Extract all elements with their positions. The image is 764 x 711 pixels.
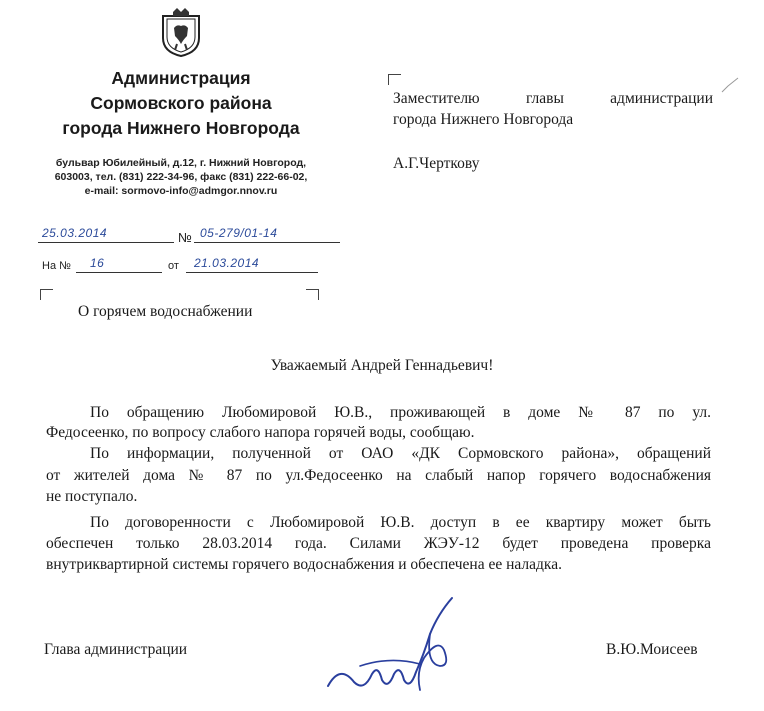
handwritten-signature [320, 594, 500, 711]
reply-date: 21.03.2014 [194, 256, 260, 270]
body-p3-line2: обеспечен только 28.03.2014 года. Силами ЖЭУ-12 будет проведена проверка [46, 535, 711, 552]
recipient-title-line2: города Нижнего Новгорода [393, 111, 574, 128]
from-label: от [168, 260, 179, 272]
org-name-line3: города Нижнего Новгорода [62, 118, 300, 138]
recipient-name: А.Г.Черткову [393, 155, 480, 172]
email-line: e-mail: sormovo-info@admgor.nnov.ru [84, 185, 278, 197]
coat-of-arms-icon [159, 6, 203, 58]
body-p1-line1: По обращению Любомировой Ю.В., проживающей в доме № 87 по ул. [90, 404, 711, 421]
signatory-name: В.Ю.Моисеев [606, 641, 698, 658]
salutation: Уважаемый Андрей Геннадьевич! [270, 357, 494, 374]
outgoing-date-field [38, 228, 174, 243]
subject-bracket-left [40, 289, 53, 300]
outgoing-number: 05-279/01-14 [200, 226, 278, 240]
letter-subject: О горячем водоснабжении [78, 303, 253, 320]
body-p2-line2: от жителей дома № 87 по ул.Федосеенко на слабый напор горячего водоснабжения [46, 467, 711, 484]
address-line2: 603003, тел. (831) 222-34-96, факс (831) 222-66-02, [54, 171, 308, 183]
reply-date-field [186, 258, 318, 273]
org-name-line1: Администрация [111, 68, 251, 88]
body-p2-line1: По информации, полученной от ОАО «ДК Сормовского района», обращений [90, 445, 711, 462]
body-p2-line3: не поступало. [46, 488, 138, 505]
checkmark-icon [720, 76, 744, 105]
body-p3-line1: По договоренности с Любомировой Ю.В. доступ в ее квартиру может быть [90, 514, 711, 531]
reply-to-label: На № [42, 260, 71, 272]
recipient-bracket-left [388, 74, 401, 85]
body-p3-line3: внутриквартирной системы горячего водоснабжения и обеспечена ее наладка. [46, 556, 562, 573]
recipient-title-line1: Заместителю главы администрации [393, 90, 713, 107]
subject-bracket-right [306, 289, 319, 300]
outgoing-number-field [194, 228, 340, 243]
body-p1-line2: Федосеенко, по вопросу слабого напора горячей воды, сообщаю. [46, 424, 475, 441]
outgoing-date: 25.03.2014 [42, 226, 108, 240]
reply-number-field [76, 258, 162, 273]
address-line1: бульвар Юбилейный, д.12, г. Нижний Новгород, [55, 157, 307, 169]
number-sign: № [178, 230, 192, 245]
signatory-position: Глава администрации [44, 641, 188, 658]
reply-number: 16 [90, 256, 105, 270]
org-name-line2: Сормовского района [90, 93, 272, 113]
